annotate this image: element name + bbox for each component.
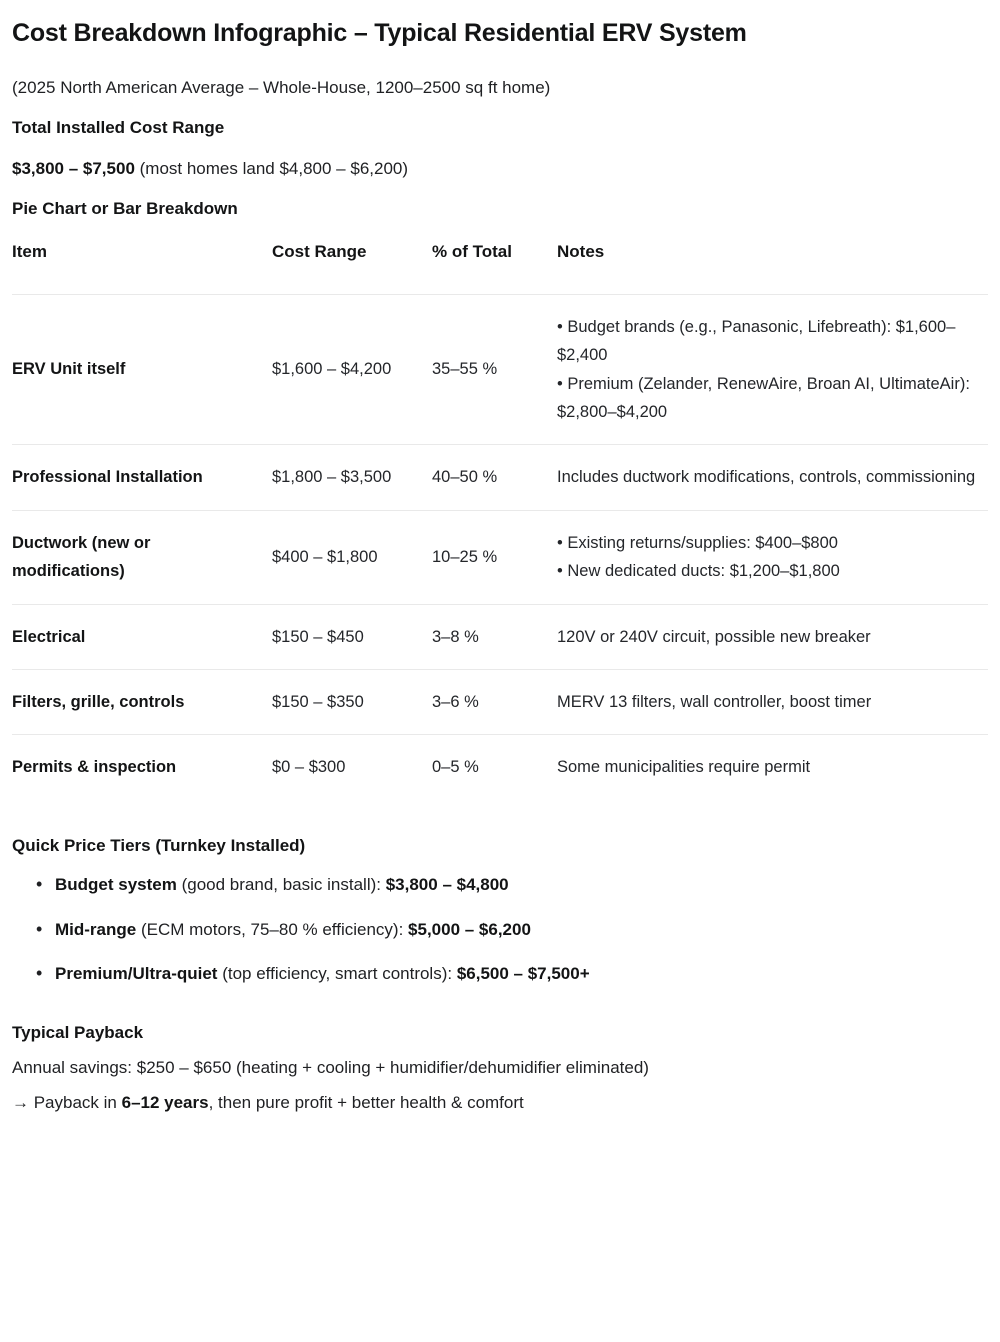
cell-notes <box>557 735 988 800</box>
cell-item: Permits & inspection <box>12 758 177 777</box>
column-header-item: Item <box>12 241 47 261</box>
note-line: 120V or 240V circuit, possible new breaker <box>557 627 871 646</box>
cell-item: Filters, grille, controls <box>12 692 185 711</box>
total-cost-heading: Total Installed Cost Range <box>12 118 225 137</box>
list-item <box>12 917 988 943</box>
payback-years: 6–12 years <box>121 1092 209 1112</box>
table-row <box>12 604 988 669</box>
cell-percent: 35–55 % <box>432 360 498 379</box>
tier-detail: (top efficiency, smart controls): <box>217 964 457 984</box>
column-header-notes: Notes <box>557 241 605 261</box>
table-row <box>12 294 988 445</box>
cell-percent: 40–50 % <box>432 468 498 487</box>
tier-detail: (ECM motors, 75–80 % efficiency): <box>136 919 409 939</box>
note-line: • Budget brands (e.g., Panasonic, Lifebreath): $1,600–$2,400 <box>557 317 956 365</box>
cell-notes <box>557 445 988 510</box>
table-row <box>12 669 988 734</box>
price-tiers-list <box>12 872 988 987</box>
cell-item: Professional Installation <box>12 468 203 487</box>
note-line: • Premium (Zelander, RenewAire, Broan AI, UltimateAir): $2,800–$4,200 <box>557 374 970 422</box>
cell-notes <box>557 669 988 734</box>
payback-arrow-suffix: , then pure profit + better health & comfort <box>208 1092 524 1112</box>
total-cost-note: (most homes land $4,800 – $6,200) <box>134 158 409 178</box>
cell-item: Electrical <box>12 627 86 646</box>
table-row <box>12 735 988 800</box>
total-cost-value: $3,800 – $7,500 <box>12 158 135 178</box>
note-line: • New dedicated ducts: $1,200–$1,800 <box>557 562 840 581</box>
tier-price: $5,000 – $6,200 <box>408 919 531 939</box>
cell-item: ERV Unit itself <box>12 360 126 379</box>
cell-percent: 10–25 % <box>432 547 498 566</box>
tier-name: Mid-range <box>55 919 137 939</box>
total-cost-line <box>12 157 988 182</box>
cell-notes <box>557 604 988 669</box>
tier-name: Premium/Ultra-quiet <box>55 964 218 984</box>
cell-cost-range: $1,600 – $4,200 <box>272 360 392 379</box>
list-item <box>12 961 988 987</box>
page-title: Cost Breakdown Infographic – Typical Residential ERV System <box>12 19 747 47</box>
table-body <box>12 294 988 799</box>
cell-item: Ductwork (new or modifications) <box>12 533 151 581</box>
cell-percent: 3–8 % <box>432 627 479 646</box>
note-line: Some municipalities require permit <box>557 758 811 777</box>
note-line: • Existing returns/supplies: $400–$800 <box>557 533 838 552</box>
note-line: Includes ductwork modifications, controls, commissioning <box>557 468 976 487</box>
cell-percent: 0–5 % <box>432 758 479 777</box>
cell-cost-range: $400 – $1,800 <box>272 547 378 566</box>
cost-breakdown-table <box>12 242 988 800</box>
table-row <box>12 510 988 604</box>
document-subtitle: (2025 North American Average – Whole-House, 1200–2500 sq ft home) <box>12 77 551 97</box>
table-row <box>12 445 988 510</box>
table-header <box>12 242 988 295</box>
cell-percent: 3–6 % <box>432 692 479 711</box>
payback-arrow-line <box>12 1090 988 1116</box>
cell-cost-range: $1,800 – $3,500 <box>272 468 392 487</box>
payback-savings-line: Annual savings: $250 – $650 (heating + cooling + humidifier/dehumidifier eliminated) <box>12 1058 649 1078</box>
tier-detail: (good brand, basic install): <box>176 875 386 895</box>
payback-heading: Typical Payback <box>12 1022 144 1042</box>
table-header-row <box>12 242 988 295</box>
cell-cost-range: $150 – $350 <box>272 692 364 711</box>
cell-notes <box>557 294 988 445</box>
tier-name: Budget system <box>55 875 177 895</box>
breakdown-heading: Pie Chart or Bar Breakdown <box>12 199 238 219</box>
column-header-percent-of-total: % of Total <box>432 241 512 261</box>
column-header-cost-range: Cost Range <box>272 241 367 261</box>
cell-cost-range: $0 – $300 <box>272 758 346 777</box>
price-tiers-heading: Quick Price Tiers (Turnkey Installed) <box>12 835 306 855</box>
payback-arrow-prefix: → Payback in <box>12 1092 122 1112</box>
cell-cost-range: $150 – $450 <box>272 627 364 646</box>
cell-notes <box>557 510 988 604</box>
list-item <box>12 872 988 898</box>
note-line: MERV 13 filters, wall controller, boost timer <box>557 692 872 711</box>
tier-price: $6,500 – $7,500+ <box>456 964 590 984</box>
tier-price: $3,800 – $4,800 <box>385 875 509 895</box>
